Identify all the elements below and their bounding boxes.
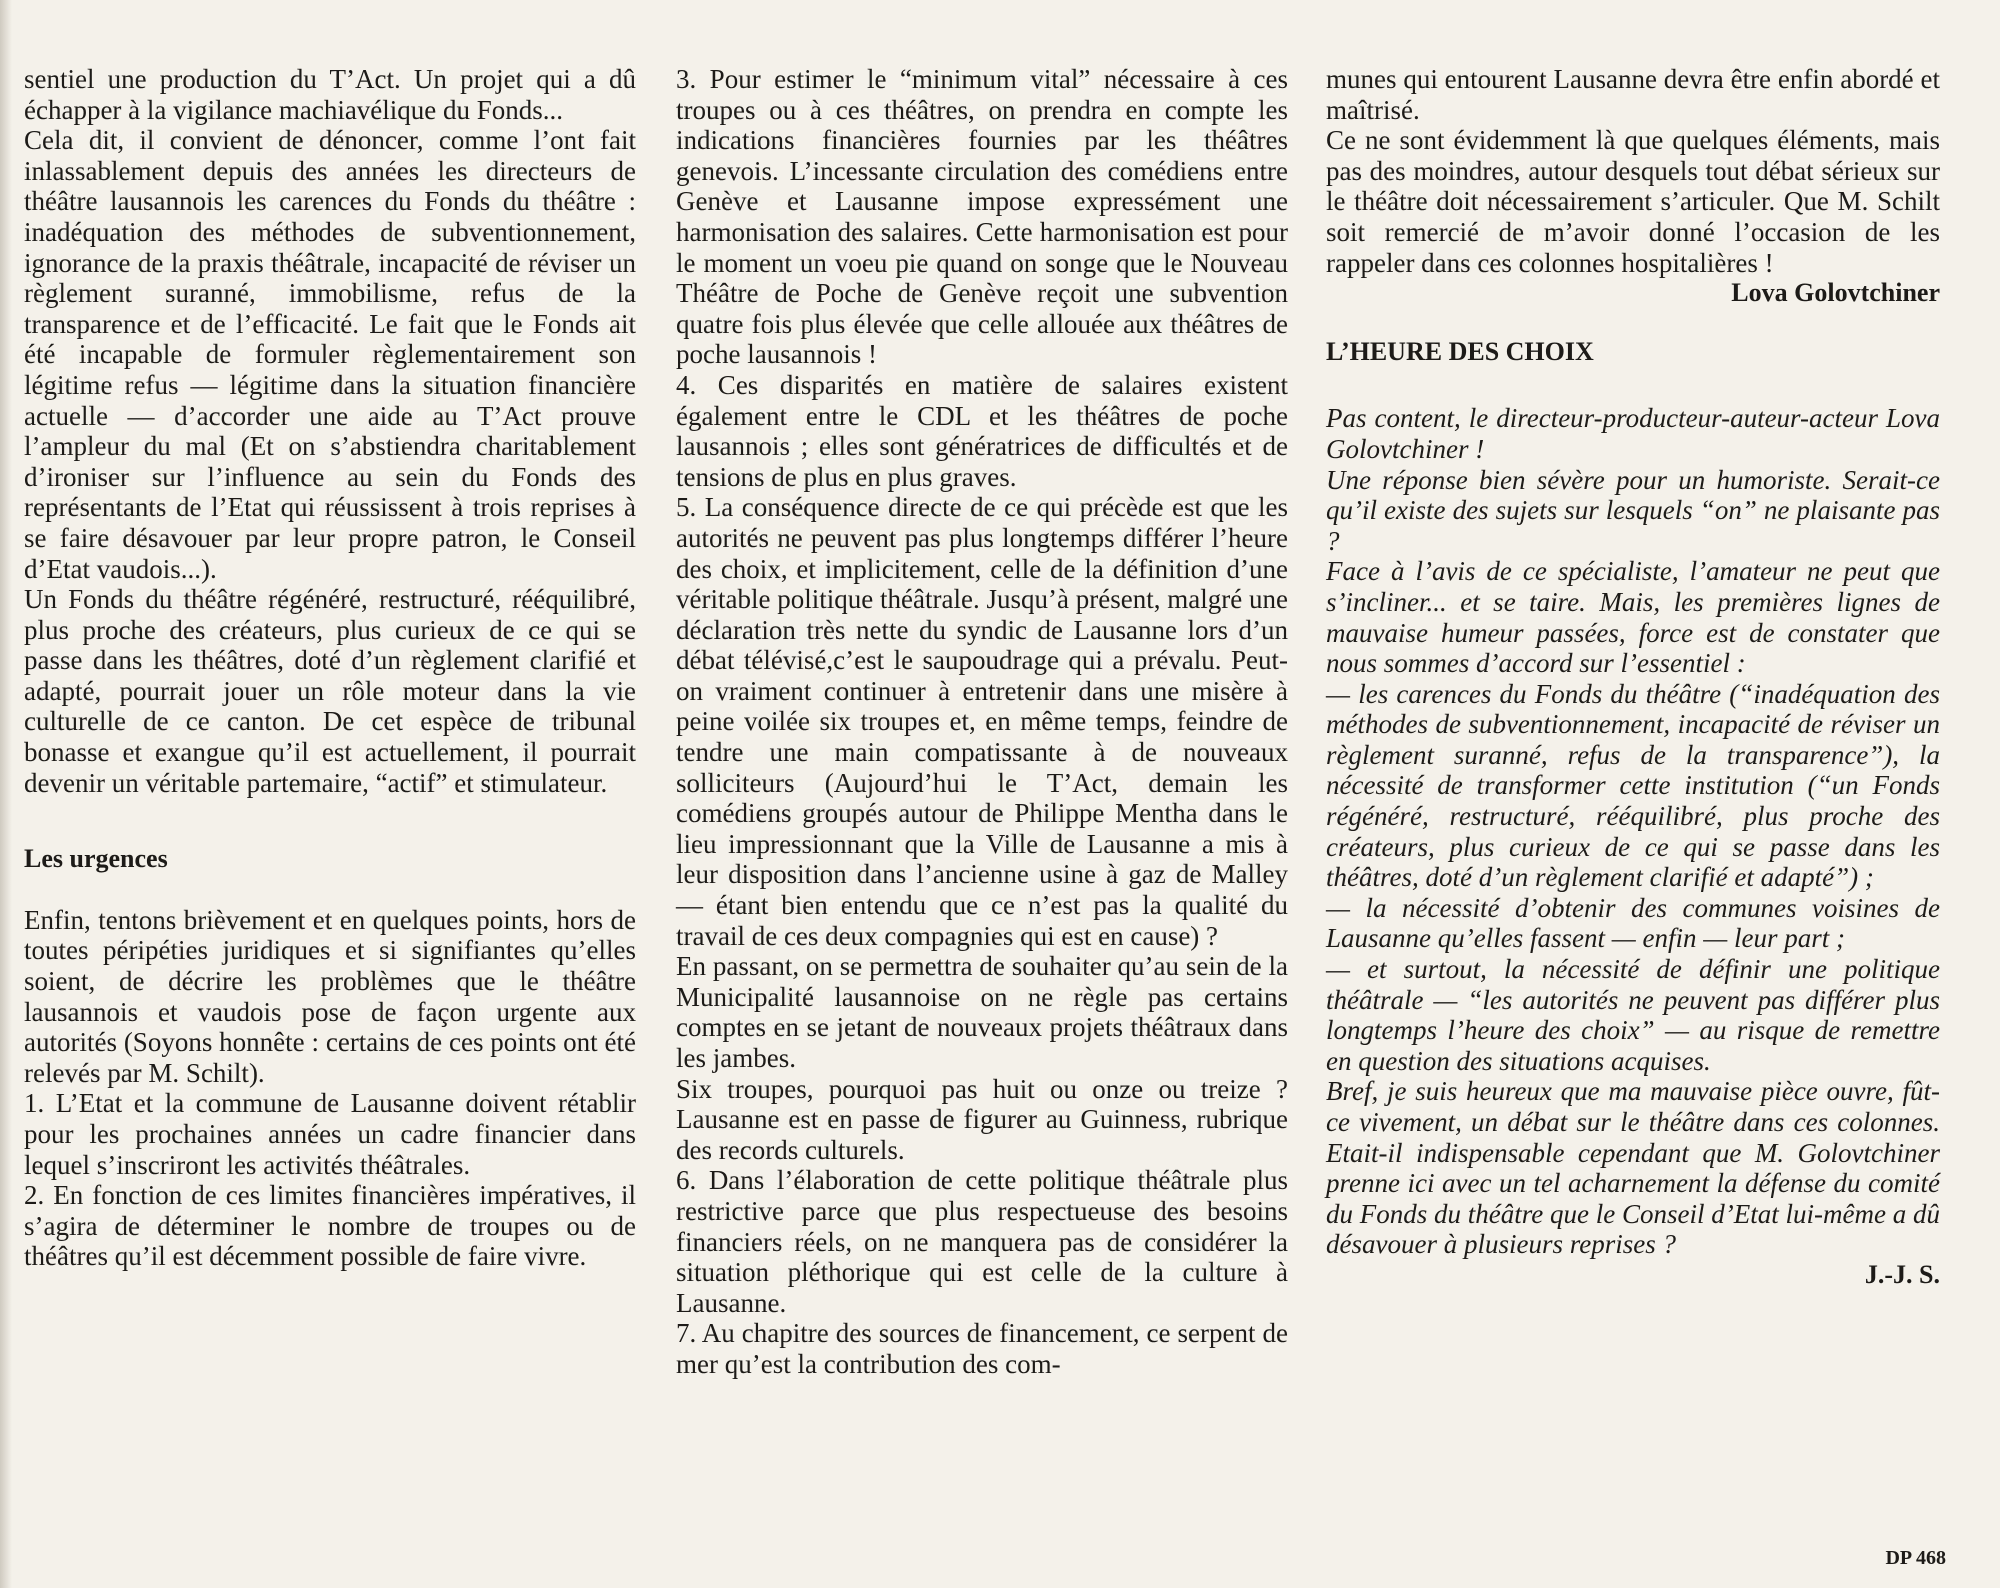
author-signature: Lova Golovtchiner bbox=[1731, 278, 1940, 308]
paragraph: 5. La conséquence directe de ce qui précède est que les autorités ne peuvent pas plus longtemps différer l’heure des choix, et implicitement, celle de la définition d’une véritable politique théâtrale. Jusqu’à présent, malgré une déclaration très nette du syndic de Lausanne lors d’un débat télévisé,c’est le saupoudrage qui a prévalu. Peut-on vraiment continuer à entretenir dans une misère à peine voilée six troupes et, en même temps, feindre de tendre une main compatissante à de nouveaux solliciteurs (Aujourd’hui le T’Act, demain les comédiens groupés autour de Philippe Mentha dans le lieu impressionnant que la Ville de Lausanne a mis à leur disposition dans l’ancienne usine à gaz de Malley — étant bien entendu que ce n’est pas la qualité du travail de ces deux compagnies qui est en cause) ? bbox=[676, 492, 1288, 951]
paragraph: 6. Dans l’élaboration de cette politique théâtrale plus restrictive parce que plus respectueuse des besoins financiers réels, on ne manquera pas de considérer la situation pléthorique qui est celle de la culture à Lausanne. bbox=[676, 1165, 1288, 1318]
editor-signature: J.-J. S. bbox=[1864, 1259, 1940, 1289]
paragraph: munes qui entourent Lausanne devra être enfin abordé et maîtrisé. bbox=[1326, 64, 1940, 125]
italic-paragraph: — la nécessité d’obtenir des communes voisines de Lausanne qu’elles fassent — enfin — leur part ; bbox=[1326, 892, 1940, 954]
paragraph: 3. Pour estimer le “minimum vital” nécessaire à ces troupes ou à ces théâtres, on prendra en compte les indications financières fournies par les théâtres genevois. L’incessante circulation des comédiens entre Genève et Lausanne impose expressément une harmonisation des salaires. Cette harmonisation est pour le moment un voeu pie quand on songe que le Nouveau Théâtre de Poche de Genève reçoit une subvention quatre fois plus élevée que celle allouée aux théâtres de poche lausannois ! bbox=[676, 64, 1288, 370]
paragraph: 1. L’Etat et la commune de Lausanne doivent rétablir pour les prochaines années un cadre financier dans lequel s’inscriront les activités théâtrales. bbox=[24, 1088, 636, 1180]
italic-paragraph: — les carences du Fonds du théâtre (“inadéquation des méthodes de subventionnement, incapacité de réviser un règlement suranné, refus de la transparence”), la nécessité de transformer cette institution (“un Fonds régénéré, restructuré, rééquilibré, plus proche des créateurs, plus curieux de ce qui se passe dans les théâtres, doté d’un règlement clarifié et adapté”) ; bbox=[1326, 678, 1940, 893]
section-heading-choix: L’HEURE DES CHOIX bbox=[1326, 336, 1594, 366]
paragraph: Un Fonds du théâtre régénéré, restructuré, rééquilibré, plus proche des créateurs, plus curieux de ce qui se passe dans les théâtres, doté d’un règlement clarifié et adapté, pourrait jouer un rôle moteur dans la vie culturelle de ce canton. De cet espèce de tribunal bonasse et exangue qu’il est actuellement, il pourrait devenir un véritable partemaire, “actif” et stimulateur. bbox=[24, 584, 636, 798]
column-3 bbox=[1326, 64, 1940, 1291]
paragraph: 7. Au chapitre des sources de financement, ce serpent de mer qu’est la contribution des com- bbox=[676, 1318, 1288, 1379]
italic-paragraph: — et surtout, la nécessité de définir une politique théâtrale — “les autorités ne peuvent pas différer plus longtemps l’heure des choix” — au risque de remettre en question des situations acquises. bbox=[1326, 954, 1940, 1076]
section-heading-urgences: Les urgences bbox=[24, 844, 168, 874]
paragraph: sentiel une production du T’Act. Un projet qui a dû échapper à la vigilance machiavélique du Fonds... bbox=[24, 64, 636, 125]
italic-paragraph: Bref, je suis heureux que ma mauvaise pièce ouvre, fût-ce vivement, un débat sur le théâtre dans ces colonnes. Etait-il indispensable cependant que M. Golovtchiner prenne ici avec un tel acharnement la défense du comité du Fonds du théâtre que le Conseil d’Etat lui-même a dû désavouer à plusieurs reprises ? bbox=[1326, 1076, 1940, 1260]
italic-paragraph: Pas content, le directeur-producteur-auteur-acteur Lova Golovtchiner ! bbox=[1326, 403, 1940, 464]
page-edge-shadow bbox=[0, 0, 12, 1588]
italic-paragraph: Face à l’avis de ce spécialiste, l’amateur ne peut que s’incliner... et se taire. Mais, les premières lignes de mauvaise humeur passées, force est de constater que nous sommes d’accord sur l’essentiel : bbox=[1326, 556, 1940, 679]
paragraph: En passant, on se permettra de souhaiter qu’au sein de la Municipalité lausannoise on ne règle pas certains comptes en se jetant de nouveaux projets théâtraux dans les jambes. bbox=[676, 951, 1288, 1073]
paragraph: Cela dit, il convient de dénoncer, comme l’ont fait inlassablement depuis des années les directeurs de théâtre lausannois les carences du Fonds du théâtre : inadéquation des méthodes de subventionnement, ignorance de la praxis théâtrale, incapacité de réviser un règlement suranné, immobilisme, refus de la transparence et de l’efficacité. Le fait que le Fonds ait été incapable de formuler règlementairement son légitime refus — légitime dans la situation financière actuelle — d’accorder une aide au T’Act prouve l’ampleur du mal (Et on s’abstiendra charitablement d’ironiser sur l’influence au sein du Fonds des représentants de l’Etat qui réussissent à trois reprises à se faire désavouer par leur propre patron, le Conseil d’Etat vaudois...). bbox=[24, 125, 636, 584]
italic-paragraph: Une réponse bien sévère pour un humoriste. Serait-ce qu’il existe des sujets sur lesquels “on” ne plaisante pas ? bbox=[1326, 464, 1940, 556]
paragraph: 2. En fonction de ces limites financières impératives, il s’agira de déterminer le nombre de troupes ou de théâtres qu’il est décemment possible de faire vivre. bbox=[24, 1180, 636, 1272]
column-1 bbox=[24, 64, 636, 1272]
paragraph: Ce ne sont évidemment là que quelques éléments, mais pas des moindres, autour desquels tout débat sérieux sur le théâtre doit nécessairement s’articuler. Que M. Schilt soit remercié de m’avoir donné l’occasion de les rappeler dans ces colonnes hospitalières ! bbox=[1326, 125, 1940, 278]
page-number: DP 468 bbox=[1885, 1547, 1946, 1569]
paragraph: Six troupes, pourquoi pas huit ou onze ou treize ? Lausanne est en passe de figurer au Guinness, rubrique des records culturels. bbox=[676, 1073, 1288, 1165]
paragraph: 4. Ces disparités en matière de salaires existent également entre le CDL et les théâtres de poche lausannois ; elles sont génératrices de difficultés et de tensions de plus en plus graves. bbox=[676, 369, 1288, 492]
paragraph: Enfin, tentons brièvement et en quelques points, hors de toutes péripéties juridiques et si signifiantes qu’elles soient, de décrire les problèmes que le théâtre lausannois et vaudois pose de façon urgente aux autorités (Soyons honnête : certains de ces points ont été relevés par M. Schilt). bbox=[24, 904, 636, 1088]
column-2 bbox=[676, 64, 1288, 1380]
